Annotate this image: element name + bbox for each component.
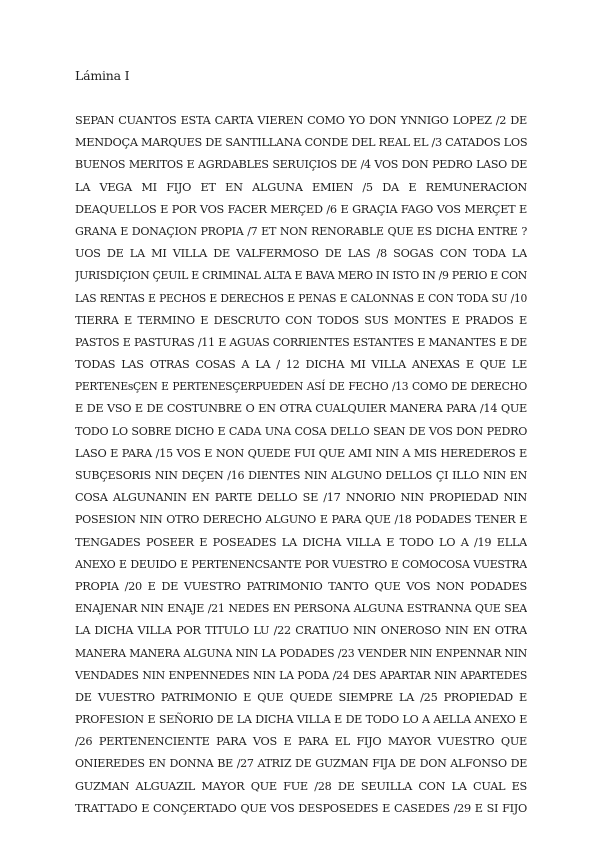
text-line: TIERRA E TERMINO E DESCRUTO CON TODOS SUS MONTES E PRADOS E xyxy=(75,313,527,327)
text-line: /26 PERTENENCIENTE PARA VOS E PARA EL FIJO MAYOR VUESTRO QUE xyxy=(75,735,527,749)
text-line: LA VEGA MI FIJO ET EN ALGUNA EMIEN /5 DA E REMUNERACION xyxy=(75,180,527,194)
text-line: PROPIA /20 E DE VUESTRO PATRIMONIO TANTO QUE VOS NON PODADES xyxy=(75,579,527,593)
text-line: BUENOS MERITOS E AGRDABLES SERUIÇIOS DE /4 VOS DON PEDRO LASO DE xyxy=(75,158,527,172)
text-line: TENGADES POSEER E POSEADES LA DICHA VILLA E TODO LO A /19 ELLA xyxy=(75,535,527,549)
text-line: TODAS LAS OTRAS COSAS A LA / 12 DICHA MI VILLA ANEXAS E QUE LE xyxy=(75,358,527,372)
text-line: SEPAN CUANTOS ESTA CARTA VIEREN COMO YO DON YNNIGO LOPEZ /2 DE xyxy=(75,114,527,127)
text-line: COSA ALGUNANIN EN PARTE DELLO SE /17 NNORIO NIN PROPIEDAD NIN xyxy=(75,491,527,505)
text-line: JURISDIÇION ÇEUIL E CRIMINAL ALTA E BAVA MERO IN ISTO IN /9 PERIO E CON xyxy=(75,269,527,283)
text-line: VENDADES NIN ENPENNEDES NIN LA PODA /24 DES APARTAR NIN APARTEDES xyxy=(75,668,527,682)
text-line: LA DICHA VILLA POR TITULO LU /22 CRATIUO NIN ONEROSO NIN EN OTRA xyxy=(75,624,527,638)
text-line: TODO LO SOBRE DICHO E CADA UNA COSA DELLO SEAN DE VOS DON PEDRO xyxy=(75,424,527,438)
text-line: PERTENEsÇEN E PERTENESÇERPUEDEN ASÍ DE FECHO /13 COMO DE DERECHO xyxy=(75,380,527,394)
text-line: LASO E PARA /15 VOS E NON QUEDE FUI QUE AMI NIN A MIS HEREDEROS E xyxy=(75,446,527,460)
text-line: UOS DE LA MI VILLA DE VALFERMOSO DE LAS /8 SOGAS CON TODA LA xyxy=(75,247,527,261)
text-line: GRANA E DONAÇION PROPIA /7 ET NON RENORABLE QUE ES DICHA ENTRE ? xyxy=(75,224,527,238)
text-line: POSESION NIN OTRO DERECHO ALGUNO E PARA QUE /18 PODADES TENER E xyxy=(75,513,527,527)
text-line: TRATTADO E CONÇERTADO QUE VOS DESPOSEDES E CASEDES /29 E SI FIJO xyxy=(75,801,527,815)
transcription-body xyxy=(75,110,527,820)
text-line: DEAQUELLOS E POR VOS FACER MERÇED /6 E GRAÇIA FAGO VOS MERÇET E xyxy=(75,202,527,216)
text-line: LAS RENTAS E PECHOS E DERECHOS E PENAS E CALONNAS E CON TODA SU /10 xyxy=(75,291,527,305)
text-line: ANEXO E DEUIDO E PERTENENCSANTE POR VUESTRO E COMOCOSA VUESTRA xyxy=(75,557,527,571)
text-line: SUBÇESORIS NIN DEÇEN /16 DIENTES NIN ALGUNO DELLOS ÇI ILLO NIN EN xyxy=(75,469,527,482)
text-line: PASTOS E PASTURAS /11 E AGUAS CORRIENTES ESTANTES E MANANTES E DE xyxy=(75,335,527,349)
text-line: MANERA MANERA ALGUNA NIN LA PODADES /23 VENDER NIN ENPENNAR NIN xyxy=(75,646,527,660)
text-line: E DE VSO E DE COSTUNBRE O EN OTRA CUALQUIER MANERA PARA /14 QUE xyxy=(75,402,527,416)
text-line: DE VUESTRO PATRIMONIO E QUE QUEDE SIEMPRE LA /25 PROPIEDAD E xyxy=(75,690,527,704)
text-line: ONIEREDES EN DONNA BE /27 ATRIZ DE GUZMAN FIJA DE DON ALFONSO DE xyxy=(75,757,527,771)
text-line: MENDOÇA MARQUES DE SANTILLANA CONDE DEL REAL EL /3 CATADOS LOS xyxy=(75,136,527,150)
plate-heading: Lámina I xyxy=(75,68,130,83)
text-line: GUZMAN ALGUAZIL MAYOR QUE FUE /28 DE SEUILLA CON LA CUAL ES xyxy=(75,779,527,793)
text-line: PROFESION E SEÑORIO DE LA DICHA VILLA E DE TODO LO A AELLA ANEXO E xyxy=(75,713,527,727)
text-line: ENAJENAR NIN ENAJE /21 NEDES EN PERSONA ALGUNA ESTRANNA QUE SEA xyxy=(75,602,527,616)
